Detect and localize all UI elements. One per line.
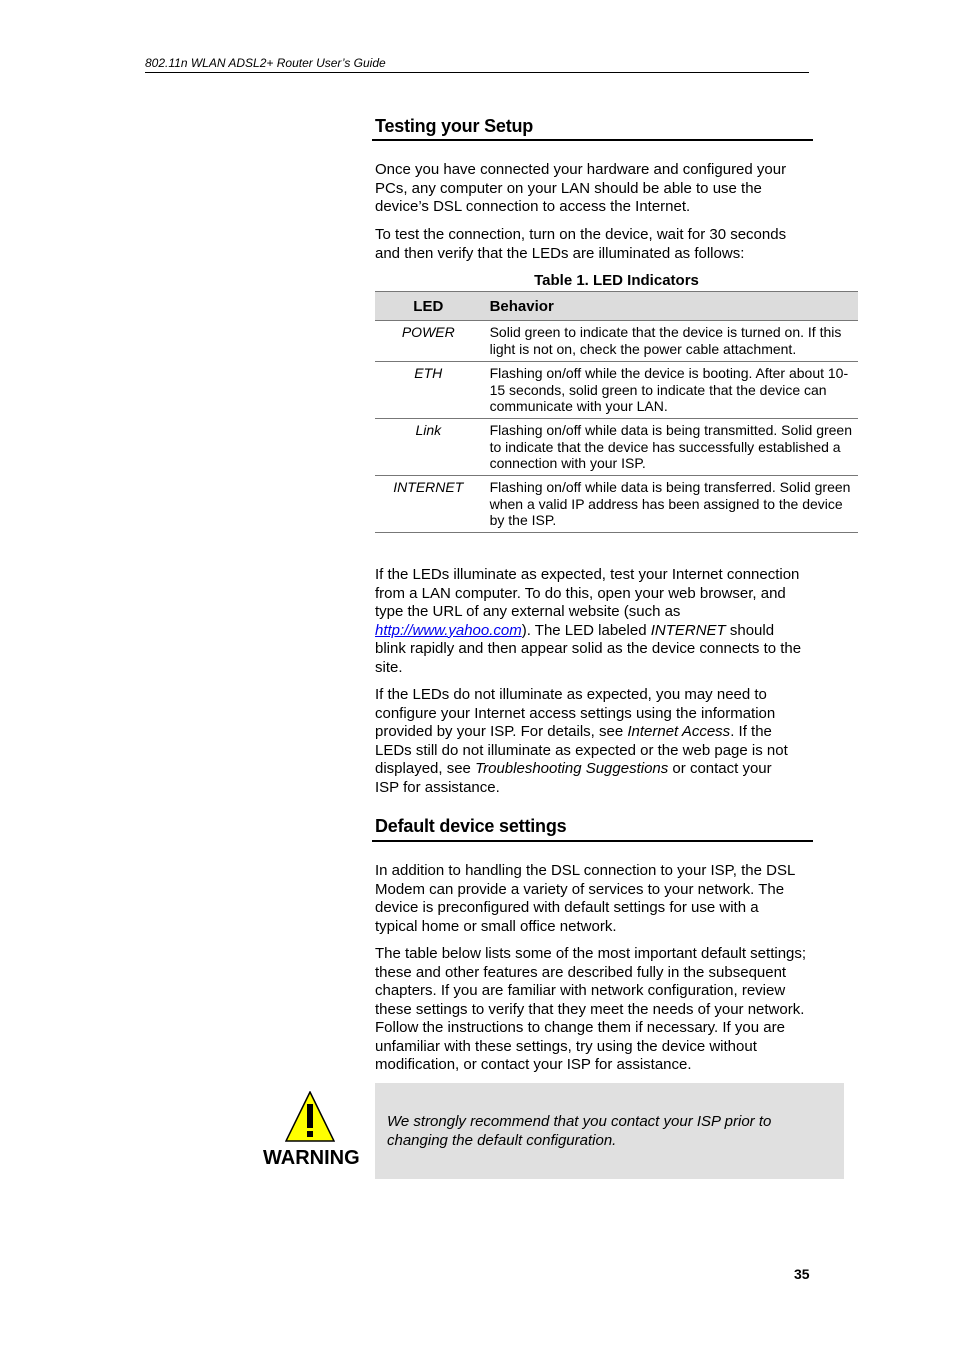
paragraph-test-internet [375,566,801,677]
text-line: device’s DSL connection to access the Internet. [375,198,691,215]
text-line: type the URL of any external website (such as [375,603,681,620]
led-indicator-table [375,291,858,533]
text-line: Flashing on/off while the device is booting. After about 10- [489,365,849,381]
cross-reference: Internet Access [627,723,731,740]
table-row [375,321,858,362]
led-behavior [482,476,858,533]
text-line: If the LEDs do not illuminate as expected, you may need to [375,686,767,703]
paragraph-default-table-intro [375,945,806,1075]
column-header-led: LED [375,292,482,321]
text-line: typical home or small office network. [375,917,617,935]
text-line: from a LAN computer. To do this, open your web browser, and [375,584,786,602]
warning-text [387,1112,771,1150]
text-line: blink rapidly and then appear solid as the device connects to the [375,640,802,657]
text-line: The table below lists some of the most important default settings; [375,945,807,962]
running-header: 802.11n WLAN ADSL2+ Router User’s Guide [145,56,386,70]
text-line: to indicate that the device has successfully established a [489,438,841,455]
text-fragment: should [725,621,775,639]
paragraph-test-connection [375,226,786,263]
led-name: Link [375,419,482,476]
text-fragment: displayed, see [375,760,476,777]
text-line: device is preconfigured with default settings for use with a [375,899,759,916]
text-line: Flashing on/off while data is being transmitted. Solid green [489,422,852,438]
text-line: changing the default configuration. [387,1132,617,1149]
text-line: these settings to verify that they meet the needs of your network. [375,1000,805,1018]
text-line: when a valid IP address has been assigned to the device [489,495,843,512]
text-fragment: . If the [730,723,772,740]
text-line: unfamiliar with these settings, try using the device without [375,1037,757,1055]
table-row [375,419,858,476]
led-name: POWER [375,321,482,362]
warning-triangle-icon [285,1091,335,1143]
section-title-testing: Testing your Setup [375,116,534,136]
text-line: communicate with your LAN. [489,398,668,414]
page-number: 35 [794,1266,810,1282]
table-caption: Table 1. LED Indicators [534,272,699,289]
text-line: these and other features are described fully in the subsequent [375,963,787,981]
paragraph-default-intro [375,862,795,936]
text-line: We strongly recommend that you contact your ISP prior to [387,1113,772,1130]
text-line: light is not on, check the power cable attachment. [489,340,797,357]
table-row [375,362,858,419]
text-line [375,622,801,641]
text-line [375,723,788,742]
led-name: INTERNET [375,476,482,533]
text-line: 15 seconds, solid green to indicate that the device can [489,381,827,398]
text-line: PCs, any computer on your LAN should be able to use the [375,179,762,197]
text-line: ISP for assistance. [375,778,500,796]
warning-box [375,1083,844,1179]
text-line: To test the connection, turn on the device, wait for 30 seconds [375,226,787,243]
text-fragment: or contact your [668,760,772,777]
led-behavior [482,321,858,362]
text-line [375,760,788,779]
text-line: Follow the instructions to change them if necessary. If you are [375,1019,785,1036]
text-line: Solid green to indicate that the device is turned on. If this [489,324,842,340]
text-line: Flashing on/off while data is being transferred. Solid green [489,479,851,495]
column-header-behavior: Behavior [482,292,858,321]
text-line: connection with your ISP. [489,455,646,471]
text-line: configure your Internet access settings using the information [375,704,776,722]
led-name: ETH [375,362,482,419]
yahoo-link[interactable]: http://www.yahoo.com [375,621,522,639]
paragraph-troubleshoot [375,686,788,797]
led-behavior [482,362,858,419]
section-rule [372,840,813,842]
internet-led-label: INTERNET [650,621,726,639]
cross-reference: Troubleshooting Suggestions [475,760,669,777]
text-line: In addition to handling the DSL connection to your ISP, the DSL [375,862,796,879]
warning-label: WARNING [263,1147,360,1169]
paragraph-intro [375,161,786,217]
led-behavior [482,419,858,476]
text-fragment: ). The LED labeled [521,621,651,639]
header-rule [145,72,809,73]
text-line: Modem can provide a variety of services to your network. The [375,880,785,898]
text-line: site. [375,658,403,676]
text-line: and then verify that the LEDs are illuminated as follows: [375,244,745,262]
text-line: If the LEDs illuminate as expected, test your Internet connection [375,566,800,583]
table-row [375,476,858,533]
text-fragment: provided by your ISP. For details, see [375,723,628,740]
text-line: Once you have connected your hardware and configured your [375,161,787,178]
text-line: LEDs still do not illuminate as expected or the web page is not [375,741,788,759]
text-line: chapters. If you are familiar with network configuration, review [375,982,786,999]
text-line: modification, or contact your ISP for assistance. [375,1056,692,1073]
table-header-row [375,292,858,321]
text-line: by the ISP. [489,512,557,528]
section-rule [372,139,813,141]
section-title-default-settings: Default device settings [375,816,567,836]
